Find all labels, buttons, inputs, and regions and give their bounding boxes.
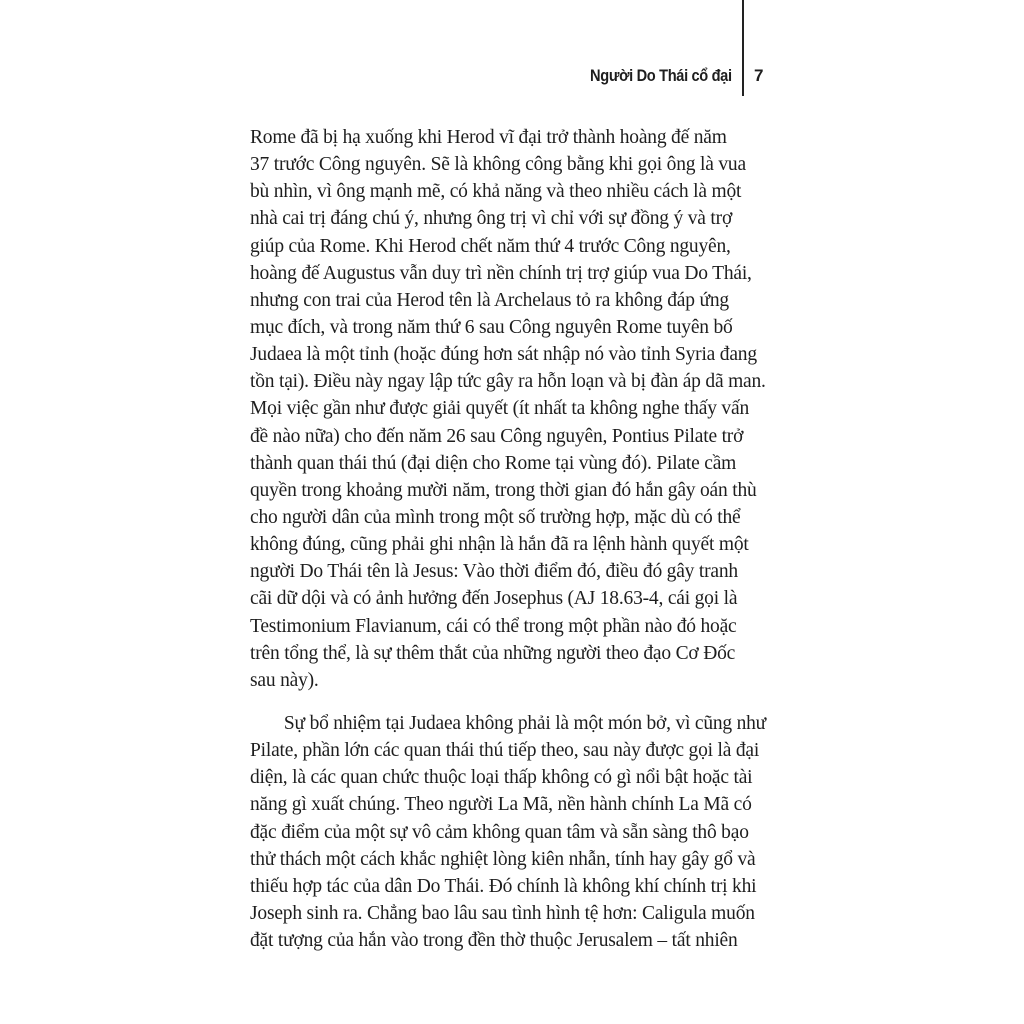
text-line: mục đích, và trong năm thứ 6 sau Công nguyên Rome tuyên bố — [250, 316, 733, 338]
text-line: thử thách một cách khắc nghiệt lòng kiên nhẫn, tính hay gây gổ và — [250, 848, 756, 870]
text-line: không đúng, cũng phải ghi nhận là hắn đã ra lệnh hành quyết một — [250, 534, 749, 556]
text-line: cho người dân của mình trong một số trường hợp, mặc dù có thể — [250, 506, 741, 528]
text-line: 37 trước Công nguyên. Sẽ là không công bằng khi gọi ông là vua — [250, 154, 746, 176]
text-line: Joseph sinh ra. Chẳng bao lâu sau tình hình tệ hơn: Caligula muốn — [250, 902, 755, 924]
text-line: thiếu hợp tác của dân Do Thái. Đó chính là không khí chính trị khi — [250, 875, 757, 897]
text-line: hoàng đế Augustus vẫn duy trì nền chính trị trợ giúp vua Do Thái, — [250, 262, 752, 284]
text-line: Sự bổ nhiệm tại Judaea không phải là một món bở, vì cũng như — [283, 712, 766, 734]
text-line: diện, là các quan chức thuộc loại thấp không có gì nổi bật hoặc tài — [250, 767, 753, 789]
text-line: bù nhìn, vì ông mạnh mẽ, có khả năng và theo nhiều cách là một — [250, 181, 742, 203]
text-line: nhà cai trị đáng chú ý, nhưng ông trị vì chỉ với sự đồng ý và trợ — [250, 208, 733, 230]
paragraph-gap — [250, 694, 766, 710]
text-line: trên tổng thể, là sự thêm thắt của những người theo đạo Cơ Đốc — [250, 642, 736, 664]
text-line: sau này). — [250, 669, 319, 691]
text-line: nhưng con trai của Herod tên là Archelaus tỏ ra không đáp ứng — [250, 289, 729, 311]
text-line: thành quan thái thú (đại diện cho Rome tại vùng đó). Pilate cầm — [250, 452, 737, 474]
body-text — [250, 124, 766, 954]
text-line: năng gì xuất chúng. Theo người La Mã, nền hành chính La Mã có — [250, 794, 752, 816]
text-line: Judaea là một tỉnh (hoặc đúng hơn sát nhập nó vào tỉnh Syria đang — [250, 344, 757, 366]
text-line: quyền trong khoảng mười năm, trong thời gian đó hắn gây oán thù — [250, 479, 757, 501]
text-line: đề nào nữa) cho đến năm 26 sau Công nguyên, Pontius Pilate trở — [250, 425, 744, 447]
text-line: Mọi việc gần như được giải quyết (ít nhất ta không nghe thấy vấn — [250, 398, 749, 420]
text-line: tồn tại). Điều này ngay lập tức gây ra hỗn loạn và bị đàn áp dã man. — [250, 371, 766, 393]
paragraph-1 — [250, 124, 766, 694]
text-line: giúp của Rome. Khi Herod chết năm thứ 4 trước Công nguyên, — [250, 235, 731, 257]
paragraph-2 — [250, 710, 766, 954]
header-divider — [742, 0, 744, 96]
page-number: 7 — [754, 66, 764, 85]
text-line: cãi dữ dội và có ảnh hưởng đến Josephus (AJ 18.63-4, cái gọi là — [250, 588, 738, 610]
text-line: Pilate, phần lớn các quan thái thú tiếp theo, sau này được gọi là đại — [250, 740, 760, 762]
running-title: Người Do Thái cổ đại — [590, 66, 732, 85]
text-line: Testimonium Flavianum, cái có thể trong một phần nào đó hoặc — [250, 615, 737, 637]
text-line: người Do Thái tên là Jesus: Vào thời điểm đó, điều đó gây tranh — [250, 561, 738, 583]
text-line: đặt tượng của hắn vào trong đền thờ thuộc Jerusalem – tất nhiên — [250, 930, 738, 952]
text-line: Rome đã bị hạ xuống khi Herod vĩ đại trở thành hoàng đế năm — [250, 127, 727, 148]
text-line: đặc điểm của một sự vô cảm không quan tâm và sẵn sàng thô bạo — [250, 821, 749, 843]
